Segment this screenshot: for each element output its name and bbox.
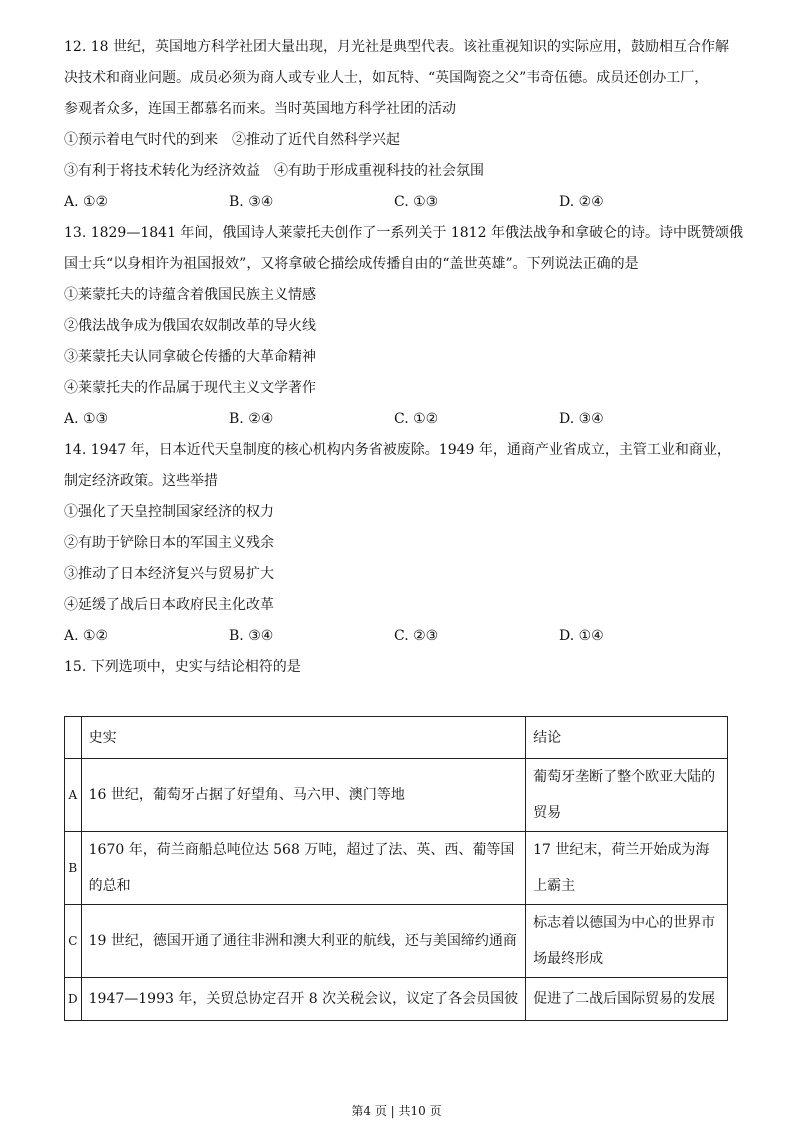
row-label: C (65, 905, 82, 978)
option-c: C. ①③ (394, 194, 439, 210)
header-cell: 史实 (81, 717, 526, 759)
option-d: D. ①④ (559, 628, 604, 644)
option-a: A. ①② (64, 628, 109, 644)
option-d: D. ③④ (559, 411, 604, 427)
statement: ④延缓了战后日本政府民主化改革 (64, 597, 274, 613)
question-text: 参观者众多，连国王都慕名而来。当时英国地方科学社团的活动 (64, 101, 456, 117)
conclusion-cell: 促进了二战后国际贸易的发展 (526, 978, 728, 1021)
option-b: B. ②④ (229, 411, 274, 427)
question-text: 国士兵“以身相许为祖国报效”，又将拿破仑描绘成传播自由的“盖世英雄”。下列说法正确的是 (64, 256, 639, 272)
fact-cell: 1670 年，荷兰商船总吨位达 568 万吨，超过了法、英、西、葡等国的总和 (81, 832, 526, 905)
question-13 (64, 218, 743, 435)
page-footer: 第4 页 | 共10 页 (351, 1104, 442, 1118)
row-label: B (65, 832, 82, 905)
question-text: 12. 18 世纪，英国地方科学社团大量出现，月光社是典型代表。该社重视知识的实际应用，鼓励相互合作解 (64, 39, 729, 55)
option-a: A. ①② (64, 194, 109, 210)
table-row (65, 759, 728, 832)
statement: ①莱蒙托夫的诗蕴含着俄国民族主义情感 (64, 287, 316, 303)
option-b: B. ③④ (229, 628, 274, 644)
header-cell: 结论 (526, 717, 728, 759)
fact-cell: 1947—1993 年，关贸总协定召开 8 次关税会议，议定了各会员国彼 (81, 978, 526, 1021)
table-row (65, 905, 728, 978)
table-row (65, 978, 728, 1021)
row-label: A (65, 759, 82, 832)
option-b: B. ③④ (229, 194, 274, 210)
row-label: D (65, 978, 82, 1021)
question-15-stem: 15. 下列选项中，史实与结论相符的是 (64, 659, 301, 675)
question-15-table (64, 716, 728, 1021)
statement: ②俄法战争成为俄国农奴制改革的导火线 (64, 318, 316, 334)
answer-options (64, 187, 732, 218)
fact-cell: 19 世纪，德国开通了通往非洲和澳大利亚的航线，还与美国缔约通商 (81, 905, 526, 978)
statement: ④莱蒙托夫的作品属于现代主义文学著作 (64, 380, 316, 396)
question-text: 13. 1829—1841 年间，俄国诗人莱蒙托夫创作了一系列关于 1812 年俄法战争和拿破仑的诗。诗中既赞颂俄 (64, 225, 743, 241)
questions (64, 32, 743, 683)
conclusion-cell: 17 世纪末，荷兰开始成为海上霸主 (526, 832, 728, 905)
question-14 (64, 435, 732, 652)
question-text: 制定经济政策。这些举措 (64, 473, 218, 489)
option-c: C. ②③ (394, 628, 439, 644)
question-text: 14. 1947 年，日本近代天皇制度的核心机构内务省被废除。1949 年，通商产业省成立，主管工业和商业， (64, 442, 731, 458)
fact-cell: 16 世纪，葡萄牙占据了好望角、马六甲、澳门等地 (81, 759, 526, 832)
question-12 (64, 32, 732, 218)
statement: ②有助于铲除日本的军国主义残余 (64, 535, 274, 551)
question-text: 决技术和商业问题。成员必须为商人或专业人士，如瓦特、“英国陶瓷之父”韦奇伍德。成员还创办工厂， (64, 70, 709, 86)
conclusion-cell: 葡萄牙垄断了整个欧亚大陆的贸易 (526, 759, 728, 832)
statement: ①预示着电气时代的到来 ②推动了近代自然科学兴起 (64, 132, 400, 148)
option-a: A. ①③ (64, 411, 109, 427)
conclusion-cell: 标志着以德国为中心的世界市场最终形成 (526, 905, 728, 978)
header-cell (65, 717, 82, 759)
statement: ③莱蒙托夫认同拿破仑传播的大革命精神 (64, 349, 316, 365)
answer-options (64, 621, 732, 652)
answer-options (64, 404, 732, 435)
option-c: C. ①② (394, 411, 439, 427)
statement: ①强化了天皇控制国家经济的权力 (64, 504, 274, 520)
statement: ③推动了日本经济复兴与贸易扩大 (64, 566, 274, 582)
option-d: D. ②④ (559, 194, 604, 210)
table-row (65, 832, 728, 905)
table-header (65, 717, 728, 759)
statement: ③有利于将技术转化为经济效益 ④有助于形成重视科技的社会氛围 (64, 163, 484, 179)
